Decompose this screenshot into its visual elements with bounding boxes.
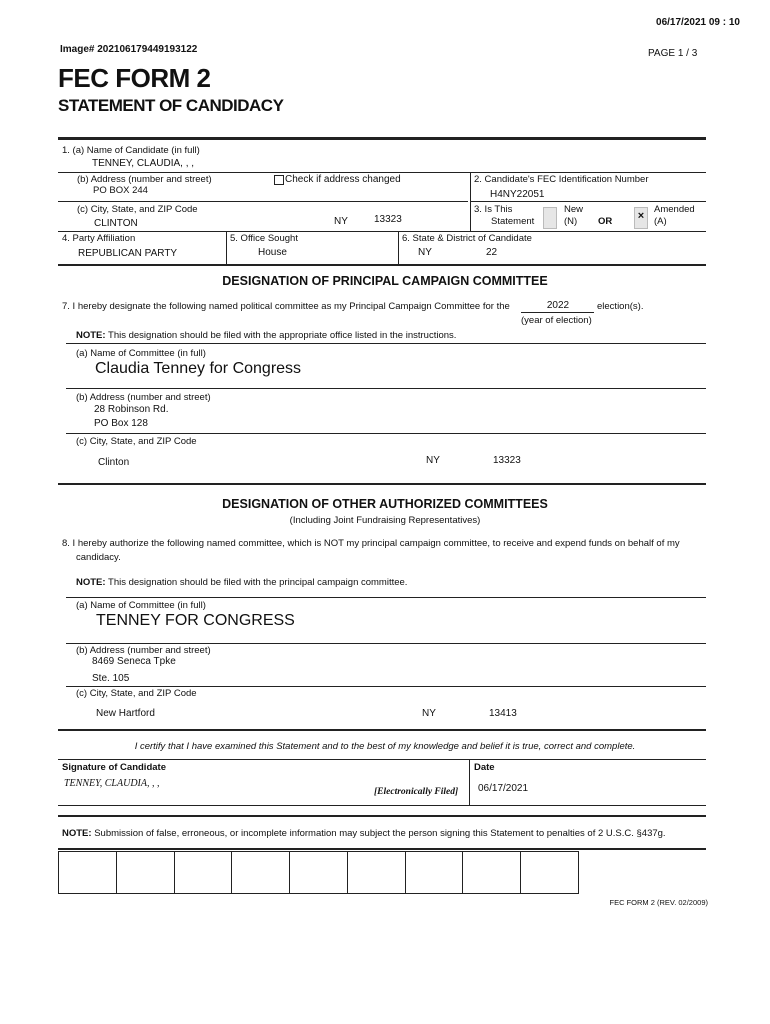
form-subtitle: STATEMENT OF CANDIDACY — [58, 96, 284, 115]
candidate-state-value: NY — [334, 216, 348, 227]
office-use-box — [290, 852, 348, 893]
candidate-name-value: TENNEY, CLAUDIA, , , — [92, 158, 195, 169]
other-name-value: TENNEY FOR CONGRESS — [96, 612, 295, 629]
divider — [58, 805, 706, 806]
principal-state-value: NY — [426, 455, 440, 466]
candidate-address-label: (b) Address (number and street) — [77, 174, 212, 185]
signature-value: TENNEY, CLAUDIA, , , — [64, 778, 160, 789]
divider — [66, 597, 706, 598]
note-label: NOTE: — [76, 330, 106, 341]
form-revision: FEC FORM 2 (REV. 02/2009) — [609, 898, 708, 907]
amended-label: Amended — [654, 204, 695, 215]
office-use-box — [175, 852, 233, 893]
candidate-address-value: PO BOX 244 — [93, 185, 148, 196]
office-use-box — [463, 852, 521, 893]
divider — [66, 388, 706, 389]
principal-address-label: (b) Address (number and street) — [76, 392, 211, 403]
principal-city-value: Clinton — [98, 457, 130, 468]
election-year-underline — [521, 312, 594, 313]
electronically-filed: [Electronically Filed] — [374, 787, 459, 797]
statement-label-2: Statement — [491, 216, 535, 227]
section-rule — [58, 848, 706, 850]
other-heading: DESIGNATION OF OTHER AUTHORIZED COMMITTEES — [222, 497, 548, 511]
other-city-value: New Hartford — [96, 708, 155, 719]
address-changed-label: Check if address changed — [285, 174, 401, 185]
or-label: OR — [598, 216, 613, 227]
candidate-city-value: CLINTON — [94, 218, 138, 229]
candidate-name-label: 1. (a) Name of Candidate (in full) — [62, 145, 200, 156]
amended-checkbox[interactable]: × — [634, 207, 648, 229]
divider — [398, 231, 399, 264]
authorize-line2: candidacy. — [76, 552, 121, 563]
candidate-zip-value: 13323 — [374, 214, 402, 225]
other-name-label: (a) Name of Committee (in full) — [76, 600, 206, 611]
party-label: 4. Party Affiliation — [62, 233, 136, 244]
other-zip-value: 13413 — [489, 708, 517, 719]
other-city-label: (c) City, State, and ZIP Code — [76, 688, 197, 699]
form-title: FEC FORM 2 — [58, 63, 211, 93]
candidate-city-label: (c) City, State, and ZIP Code — [77, 204, 198, 215]
district-state: NY — [418, 247, 432, 258]
divider — [66, 686, 706, 687]
office-use-boxes — [58, 851, 579, 894]
office-use-box — [59, 852, 117, 893]
other-address-line2: Ste. 105 — [92, 673, 130, 684]
principal-name-label: (a) Name of Committee (in full) — [76, 348, 206, 359]
signature-label: Signature of Candidate — [62, 762, 166, 773]
designate-text: 7. I hereby designate the following named political committee as my Principal Campaign Committee for the — [62, 301, 510, 312]
footer-note: Submission of false, erroneous, or incomplete information may subject the person signing this Statement to penalties of 2 U.S.C. §437g. — [94, 828, 666, 839]
divider — [470, 201, 706, 202]
district-number: 22 — [486, 247, 498, 258]
office-value: House — [258, 247, 287, 258]
office-use-box — [232, 852, 290, 893]
other-address-label: (b) Address (number and street) — [76, 645, 211, 656]
divider — [58, 201, 468, 202]
print-datetime: 06/17/2021 09 : 10 — [656, 17, 740, 28]
address-changed-checkbox[interactable] — [274, 175, 284, 185]
divider — [58, 172, 706, 173]
section-rule — [58, 264, 706, 266]
certify-text: I certify that I have examined this Statement and to the best of my knowledge and belief it is true, correct and complete. — [134, 741, 636, 752]
header-rule — [58, 137, 706, 140]
party-value: REPUBLICAN PARTY — [78, 248, 178, 259]
divider — [66, 343, 706, 344]
other-state-value: NY — [422, 708, 436, 719]
principal-note: This designation should be filed with the appropriate office listed in the instructions. — [108, 330, 457, 341]
amended-code: (A) — [654, 216, 667, 227]
other-subheading: (Including Joint Fundraising Representatives) — [289, 515, 481, 526]
principal-name-value: Claudia Tenney for Congress — [95, 360, 302, 377]
other-address-line1: 8469 Seneca Tpke — [92, 656, 176, 667]
principal-address-line2: PO Box 128 — [94, 418, 148, 429]
fec-id-value: H4NY22051 — [490, 189, 545, 200]
image-number: Image# 202106179449193122 — [60, 44, 198, 55]
divider — [58, 231, 706, 232]
page-number: PAGE 1 / 3 — [648, 48, 698, 59]
divider — [66, 433, 706, 434]
authorize-line1: 8. I hereby authorize the following named committee, which is NOT my principal campaign committee, to receive and expend funds on behalf of my — [62, 538, 680, 549]
office-use-box — [117, 852, 175, 893]
date-label: Date — [474, 762, 495, 773]
principal-city-label: (c) City, State, and ZIP Code — [76, 436, 197, 447]
divider — [469, 759, 470, 805]
divider — [58, 759, 706, 760]
new-label: New — [564, 204, 584, 215]
divider — [66, 643, 706, 644]
date-value: 06/17/2021 — [478, 783, 529, 794]
statement-label-1: 3. Is This — [474, 204, 513, 215]
note-label: NOTE: — [76, 577, 106, 588]
office-use-box — [521, 852, 578, 893]
principal-heading: DESIGNATION OF PRINCIPAL CAMPAIGN COMMITTEE — [222, 274, 548, 288]
section-rule — [58, 815, 706, 817]
fec-id-label: 2. Candidate's FEC Identification Number — [474, 174, 649, 185]
office-use-box — [348, 852, 406, 893]
office-use-box — [406, 852, 464, 893]
section-rule — [58, 483, 706, 485]
section-rule — [58, 729, 706, 731]
principal-address-line1: 28 Robinson Rd. — [94, 404, 169, 415]
footer-note-label: NOTE: — [62, 828, 92, 839]
new-code: (N) — [564, 216, 578, 227]
office-label: 5. Office Sought — [230, 233, 298, 244]
other-note: This designation should be filed with the principal campaign committee. — [108, 577, 408, 588]
divider — [470, 172, 471, 232]
principal-zip-value: 13323 — [493, 455, 521, 466]
divider — [226, 231, 227, 264]
year-caption: (year of election) — [521, 315, 592, 326]
new-checkbox[interactable] — [543, 207, 557, 229]
election-year: 2022 — [546, 300, 570, 311]
district-label: 6. State & District of Candidate — [402, 233, 532, 244]
election-suffix: election(s). — [597, 301, 644, 312]
